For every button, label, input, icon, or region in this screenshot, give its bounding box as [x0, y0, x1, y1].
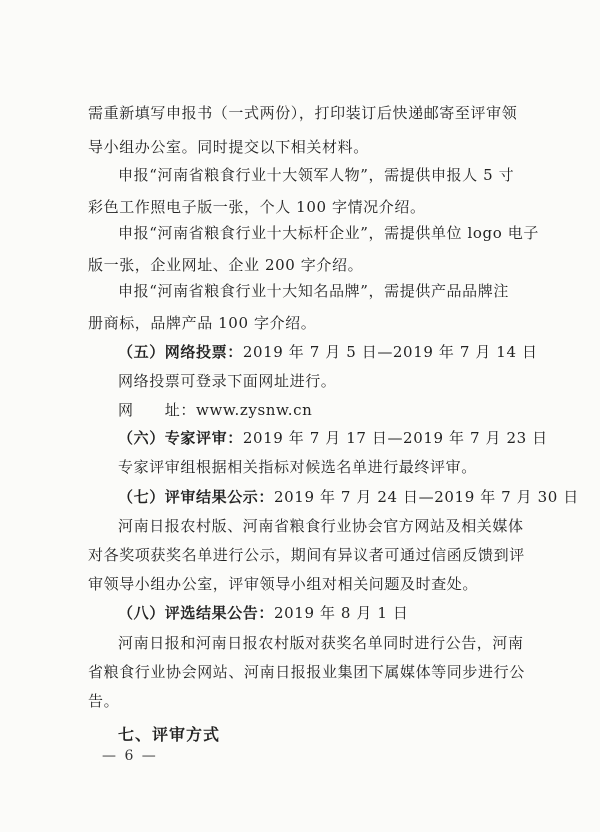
section-label: （六）专家评审： [118, 429, 243, 447]
date-range: 2019 年 7 月 24 日—2019 年 7 月 30 日 [274, 488, 579, 506]
result-announcement-line [118, 596, 558, 630]
website-label: 网 址： [118, 401, 197, 419]
paragraph-line: 导小组办公室。同时提交以下相关材料。 [88, 138, 369, 156]
paragraph-line: 审领导小组办公室，评审领导小组对相关问题及时查处。 [88, 575, 479, 593]
section-label: （七）评审结果公示： [118, 488, 275, 506]
paragraph-line: 河南日报农村版、河南省粮食行业协会官方网站及相关媒体 [118, 517, 524, 535]
paragraph-line: 专家评审组根据相关指标对候选名单进行最终评审。 [118, 458, 477, 476]
date-range: 2019 年 7 月 17 日—2019 年 7 月 23 日 [242, 429, 548, 447]
paragraph-line: 需重新填写申报书（一式两份），打印装订后快递邮寄至评审领 [88, 104, 518, 122]
paragraph-line: 申报“河南省粮食行业十大标杆企业”，需提供单位 logo 电子 [118, 224, 539, 242]
paragraph-line: 版一张，企业网址、企业 200 字介绍。 [88, 256, 364, 274]
paragraph-line: 网络投票可登录下面网址进行。 [118, 372, 337, 390]
section-label: （八）评选结果公告： [118, 604, 275, 622]
paragraph-line: 告。 [88, 692, 120, 710]
page-number: — 6 — [102, 748, 158, 764]
paragraph-line: 省粮食行业协会网站、河南日报报业集团下属媒体等同步进行公 [88, 663, 525, 681]
paragraph-line: 彩色工作照电子版一张，个人 100 字情况介绍。 [88, 198, 426, 216]
paragraph-line: 对各奖项获奖名单进行公示，期间有异议者可通过信函反馈到评 [88, 546, 525, 564]
website-url: www.zysnw.cn [196, 401, 313, 419]
date: 2019 年 8 月 1 日 [274, 604, 409, 622]
paragraph-line: 申报“河南省粮食行业十大领军人物”，需提供申报人 5 寸 [118, 166, 515, 184]
paragraph-line: 册商标，品牌产品 100 字介绍。 [88, 314, 317, 332]
section-heading: 七、评审方式 [118, 725, 221, 744]
section-label: （五）网络投票： [118, 343, 243, 361]
date-range: 2019 年 7 月 5 日—2019 年 7 月 14 日 [242, 343, 538, 361]
paragraph-line: 河南日报和河南日报农村版对获奖名单同时进行公告，河南 [118, 634, 524, 652]
paragraph-line: 申报“河南省粮食行业十大知名品牌”，需提供产品品牌注 [118, 282, 509, 300]
